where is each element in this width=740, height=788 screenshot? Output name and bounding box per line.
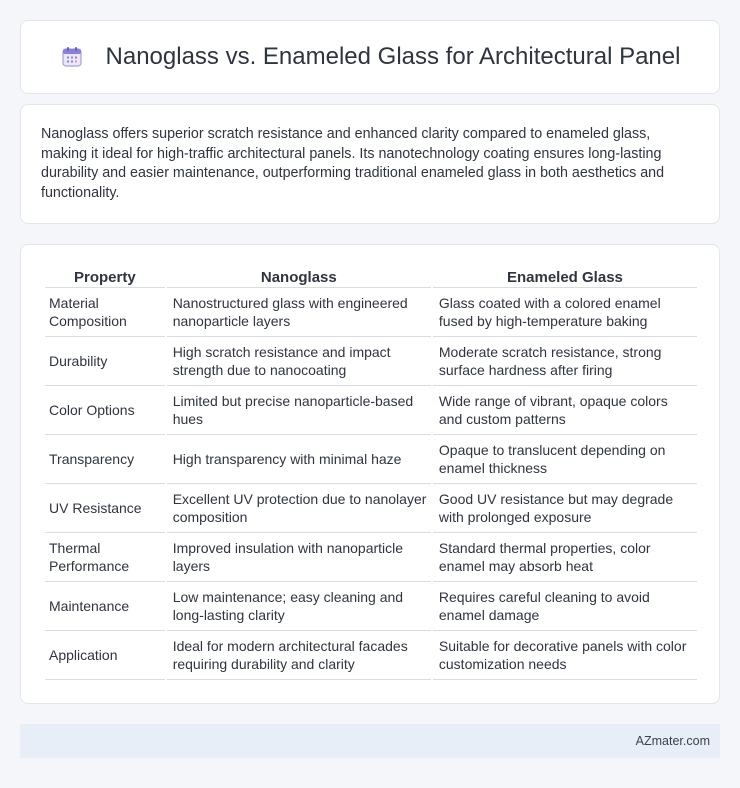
- cell-enameled: Suitable for decorative panels with color customization needs: [433, 631, 697, 680]
- cell-enameled: Opaque to translucent depending on enamel thickness: [433, 435, 697, 484]
- table-row: [45, 582, 697, 631]
- table-row: [45, 631, 697, 680]
- cell-nanoglass: Excellent UV protection due to nanolayer composition: [167, 484, 431, 533]
- cell-property: Maintenance: [45, 582, 165, 631]
- cell-property: Application: [45, 631, 165, 680]
- table-row: [45, 386, 697, 435]
- cell-enameled: Good UV resistance but may degrade with prolonged exposure: [433, 484, 697, 533]
- cell-nanoglass: Low maintenance; easy cleaning and long-lasting clarity: [167, 582, 431, 631]
- cell-property: Transparency: [45, 435, 165, 484]
- cell-enameled: Requires careful cleaning to avoid enamel damage: [433, 582, 697, 631]
- cell-property: Durability: [45, 337, 165, 386]
- header-property: Property: [45, 267, 165, 288]
- comparison-table-card: [20, 244, 720, 704]
- summary-text: Nanoglass offers superior scratch resistance and enhanced clarity compared to enameled glass, making it ideal for high-traffic architectural panels. Its nanotechnology coating ensures long-lasting durability and easier maintenance, outperforming traditional enameled glass in both aesthetics and functionality.: [41, 126, 665, 201]
- footer-brand-link[interactable]: AZmater.com: [635, 734, 710, 748]
- footer: [20, 724, 720, 758]
- header-nanoglass: Nanoglass: [167, 267, 431, 288]
- cell-property: UV Resistance: [45, 484, 165, 533]
- title-card: [20, 20, 720, 94]
- cell-property: Thermal Performance: [45, 533, 165, 582]
- cell-nanoglass: High transparency with minimal haze: [167, 435, 431, 484]
- cell-nanoglass: Improved insulation with nanoparticle layers: [167, 533, 431, 582]
- cell-property: Color Options: [45, 386, 165, 435]
- summary-card: [20, 104, 720, 224]
- table-header-row: [45, 267, 697, 288]
- table-row: [45, 435, 697, 484]
- table-row: [45, 288, 697, 337]
- cell-enameled: Glass coated with a colored enamel fused by high-temperature baking: [433, 288, 697, 337]
- cell-nanoglass: Nanostructured glass with engineered nanoparticle layers: [167, 288, 431, 337]
- page-title: Nanoglass vs. Enameled Glass for Architectural Panel: [105, 43, 681, 70]
- cell-nanoglass: High scratch resistance and impact strength due to nanocoating: [167, 337, 431, 386]
- table-row: [45, 337, 697, 386]
- calendar-icon: [60, 45, 84, 69]
- table-row: [45, 533, 697, 582]
- cell-enameled: Wide range of vibrant, opaque colors and custom patterns: [433, 386, 697, 435]
- table-row: [45, 484, 697, 533]
- comparison-table: [43, 267, 699, 680]
- cell-enameled: Standard thermal properties, color enamel may absorb heat: [433, 533, 697, 582]
- cell-nanoglass: Limited but precise nanoparticle-based hues: [167, 386, 431, 435]
- cell-property: Material Composition: [45, 288, 165, 337]
- cell-enameled: Moderate scratch resistance, strong surface hardness after firing: [433, 337, 697, 386]
- header-enameled-glass: Enameled Glass: [433, 267, 697, 288]
- cell-nanoglass: Ideal for modern architectural facades requiring durability and clarity: [167, 631, 431, 680]
